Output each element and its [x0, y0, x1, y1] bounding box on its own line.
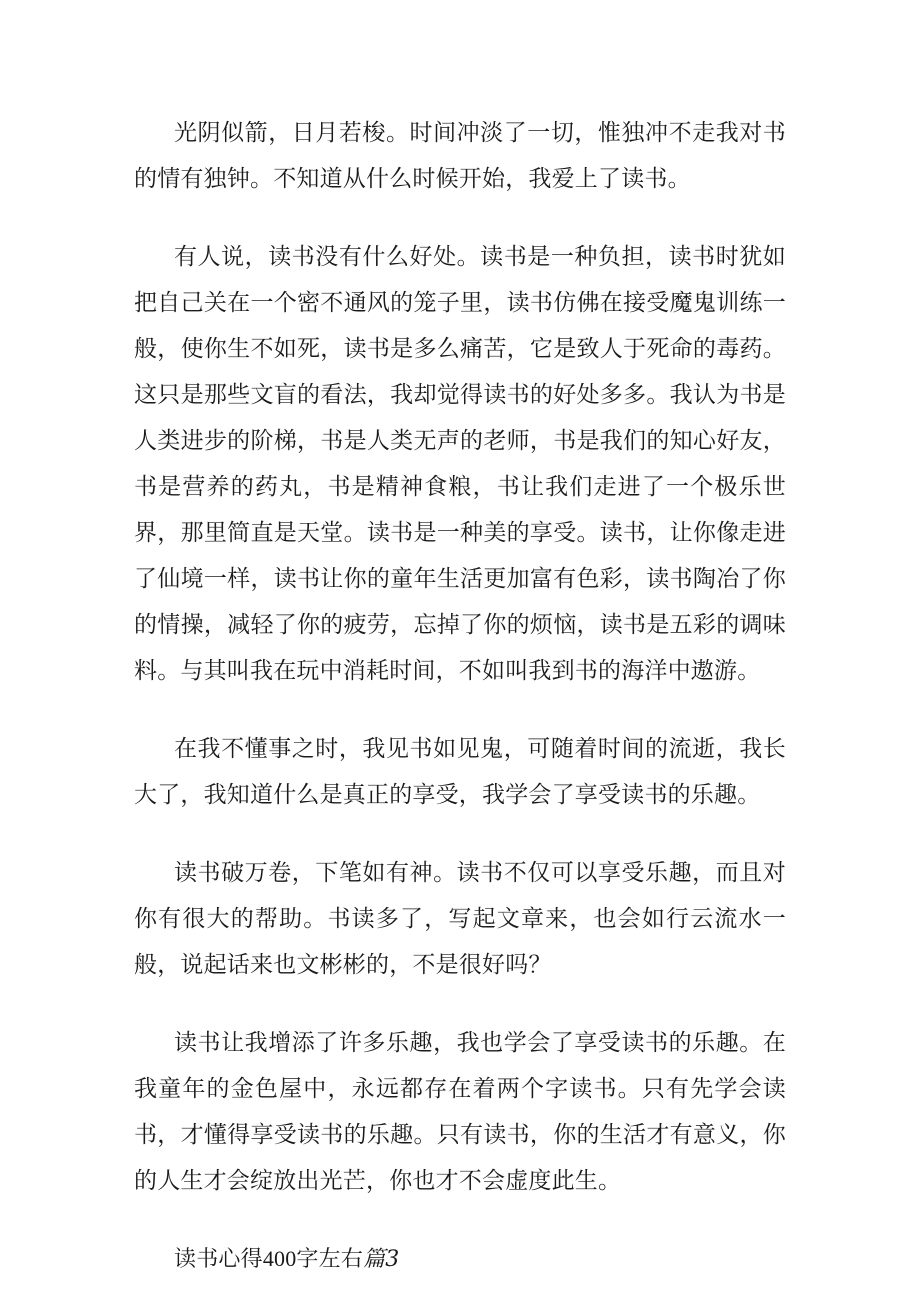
paragraph-3: 在我不懂事之时，我见书如见鬼，可随着时间的流逝，我长大了，我知道什么是真正的享受，我学会了享受读书的乐趣。	[134, 736, 786, 808]
section-heading-suffix: 字左右	[296, 1247, 364, 1272]
section-heading-number: 400	[262, 1246, 297, 1271]
paragraph-1: 光阴似箭，日月若梭。时间冲淡了一切，惟独冲不走我对书的情有独钟。不知道从什么时候开始，我爱上了读书。	[134, 120, 786, 192]
section-heading-title: 读书心得	[174, 1247, 263, 1272]
paragraph-2: 有人说，读书没有什么好处。读书是一种负担，读书时犹如把自己关在一个密不通风的笼子里，读书仿佛在接受魔鬼训练一般，使你生不如死，读书是多么痛苦，它是致人于死命的毒药。这只是那些文盲的看法，我却觉得读书的好处多多。我认为书是人类进步的阶梯，书是人类无声的老师，书是我们的知心好友，书是营养的药丸，书是精神食粮，书让我们走进了一个极乐世界，那里简直是天堂。读书是一种美的享受。读书，让你像走进了仙境一样，读书让你的童年生活更加富有色彩，读书陶冶了你的情操，减轻了你的疲劳，忘掉了你的烦恼，读书是五彩的调味料。与其叫我在玩中消耗时间，不如叫我到书的海洋中遨游。	[134, 244, 786, 684]
section-heading	[134, 1236, 786, 1283]
paragraph-5: 读书让我增添了许多乐趣，我也学会了享受读书的乐趣。在我童年的金色屋中，永远都存在着两个字读书。只有先学会读书，才懂得享受读书的乐趣。只有读书，你的生活才有意义，你的人生才会绽放出光芒，你也才不会虚度此生。	[134, 1030, 786, 1194]
paragraph-4: 读书破万卷，下笔如有神。读书不仅可以享受乐趣，而且对你有很大的帮助。书读多了，写起文章来，也会如行云流水一般，说起话来也文彬彬的，不是很好吗？	[134, 860, 786, 978]
document-body	[134, 110, 786, 1283]
section-heading-part: 篇3	[363, 1247, 400, 1272]
